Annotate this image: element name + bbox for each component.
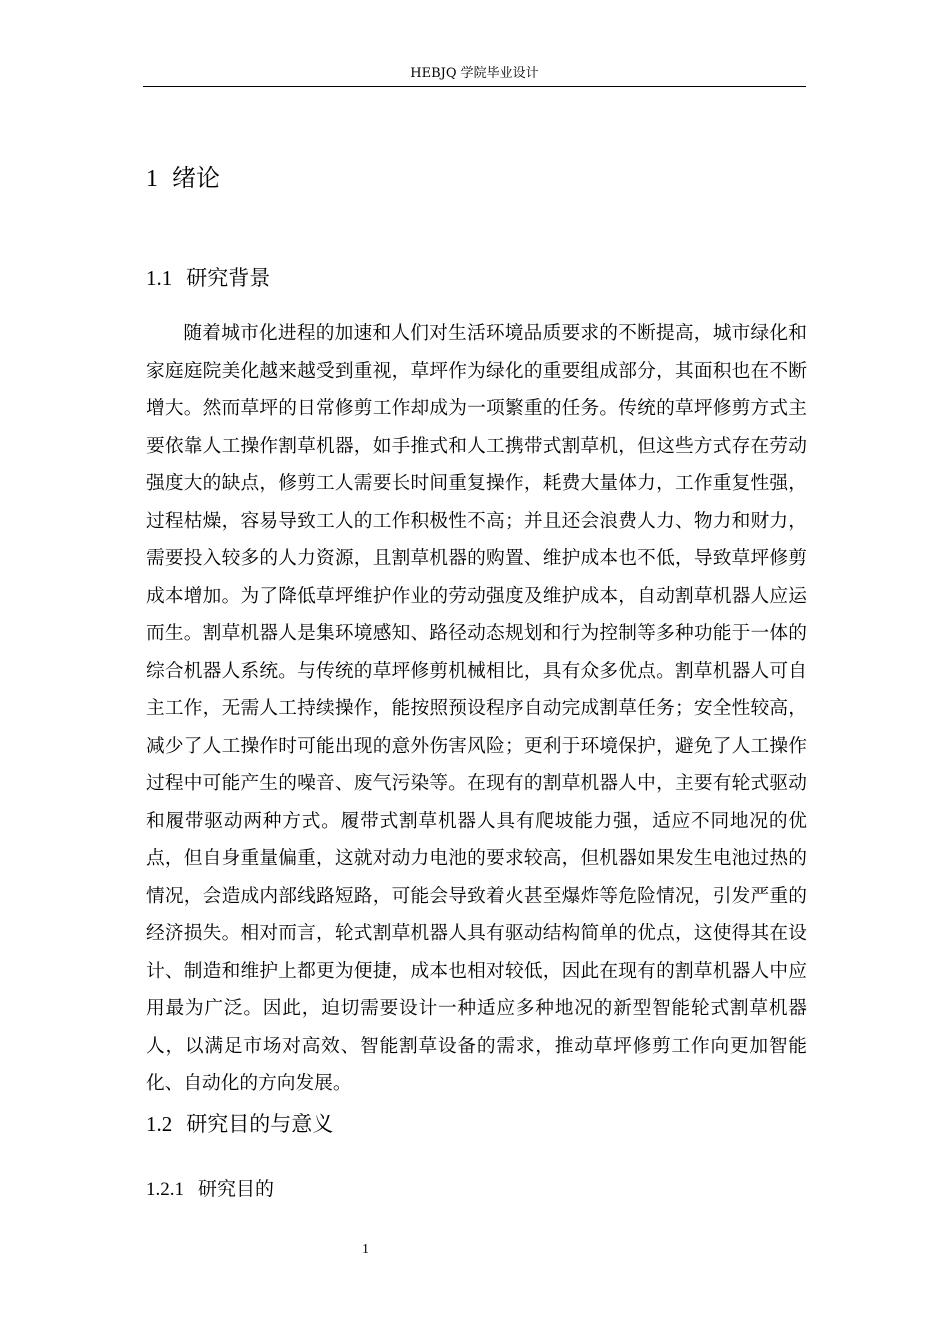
body-paragraph: 随着城市化进程的加速和人们对生活环境品质要求的不断提高，城市绿化和家庭庭院美化越来越受到重视，草坪作为绿化的重要组成部分，其面积也在不断增大。然而草坪的日常修剪工作却成为一项繁重的任务。传统的草坪修剪方式主要依靠人工操作割草机器，如手推式和人工携带式割草机，但这些方式存在劳动强度大的缺点，修剪工人需要长时间重复操作，耗费大量体力，工作重复性强，过程枯燥，容易导致工人的工作积极性不高；并且还会浪费人力、物力和财力，需要投入较多的人力资源，且割草机器的购置、维护成本也不低，导致草坪修剪成本增加。为了降低草坪维护作业的劳动强度及维护成本，自动割草机器人应运而生。割草机器人是集环境感知、路径动态规划和行为控制等多种功能于一体的综合机器人系统。与传统的草坪修剪机械相比，具有众多优点。割草机器人可自主工作，无需人工持续操作，能按照预设程序自动完成割草任务；安全性较高，减少了人工操作时可能出现的意外伤害风险；更利于环境保护，避免了人工操作过程中可能产生的噪音、废气污染等。在现有的割草机器人中，主要有轮式驱动和履带驱动两种方式。履带式割草机器人具有爬坡能力强，适应不同地况的优点，但自身重量偏重，这就对动力电池的要求较高，但机器如果发生电池过热的情况，会造成内部线路短路，可能会导致着火甚至爆炸等危险情况，引发严重的经济损失。相对而言，轮式割草机器人具有驱动结构简单的优点，这使得其在设计、制造和维护上都更为便捷，成本也相对较低，因此在现有的割草机器人中应用最为广泛。因此，迫切需要设计一种适应多种地况的新型智能轮式割草机器人，以满足市场对高效、智能割草设备的需求，推动草坪修剪工作向更加智能化、自动化的方向发展。 bbox=[146, 323, 807, 1094]
chapter-heading bbox=[146, 163, 220, 194]
section-heading-1-1 bbox=[146, 264, 270, 292]
section-title: 研究目的与意义 bbox=[186, 1112, 334, 1136]
subsection-title: 研究目的 bbox=[198, 1178, 275, 1200]
chapter-number: 1 bbox=[146, 166, 158, 192]
subsection-number: 1.2.1 bbox=[146, 1179, 184, 1200]
page-header: HEBJQ 学院毕业设计 bbox=[410, 66, 539, 81]
section-heading-1-2 bbox=[146, 1110, 333, 1138]
page-number: 1 bbox=[362, 1242, 369, 1257]
section-title: 研究背景 bbox=[186, 266, 271, 290]
section-number: 1.2 bbox=[146, 1112, 173, 1136]
subsection-heading-1-2-1 bbox=[146, 1176, 274, 1203]
section-number: 1.1 bbox=[146, 266, 173, 290]
header-divider bbox=[143, 86, 806, 87]
chapter-title: 绪论 bbox=[172, 164, 220, 192]
